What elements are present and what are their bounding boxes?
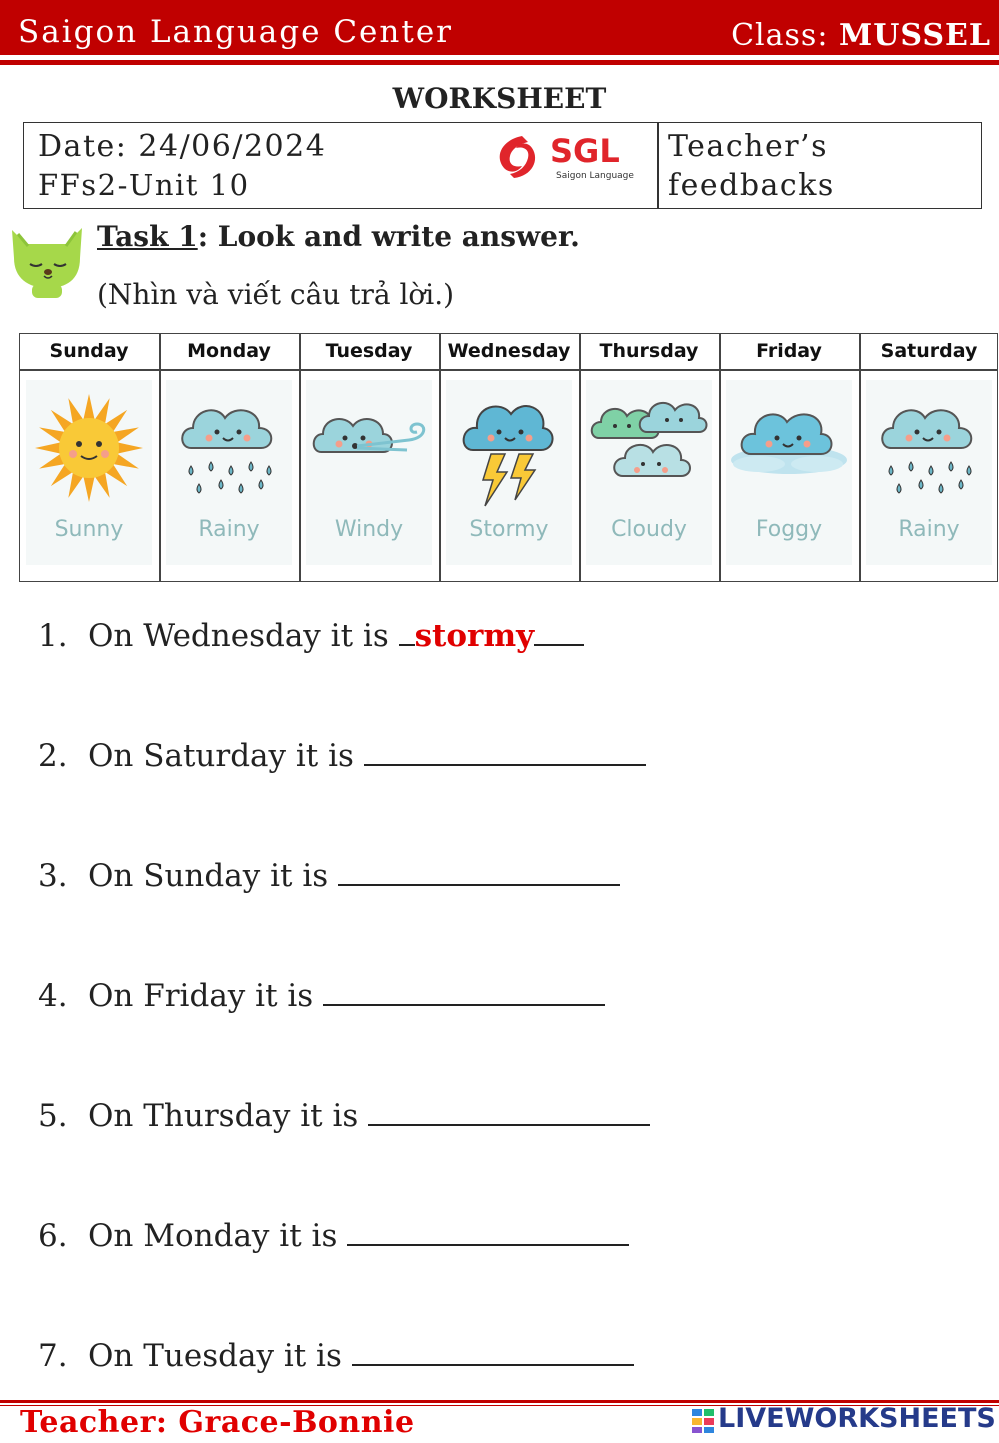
storm-cloud-icon [449, 388, 569, 508]
question-item [38, 858, 620, 894]
day-name-saturday: Saturday [880, 340, 978, 362]
question-text: On Wednesday it is [88, 618, 399, 654]
class-info [731, 18, 991, 53]
answer-blank[interactable] [347, 1218, 629, 1246]
weather-label-rainy: Rainy [898, 517, 960, 542]
day-name-tuesday: Tuesday [325, 340, 413, 362]
answer-blank-prefix [399, 618, 415, 646]
answer-blank[interactable] [368, 1098, 650, 1126]
question-item [38, 738, 646, 774]
weather-table-header-line [19, 369, 998, 371]
date-text: Date: 24/06/2024 [38, 129, 327, 164]
question-number: 1. [38, 618, 68, 654]
question-item [38, 1218, 629, 1254]
sun-icon [29, 388, 149, 508]
weather-table-divider [859, 333, 861, 582]
logo-subtext: Saigon Language [556, 171, 634, 181]
question-number: 2. [38, 738, 68, 774]
question-number: 4. [38, 978, 68, 1014]
wind-cloud-icon [309, 388, 429, 508]
weather-table-divider [579, 333, 581, 582]
liveworksheets-brand: LIVEWORKSHEETS [718, 1403, 996, 1434]
task-instruction: : Look and write answer. [197, 220, 580, 253]
teacher-name: Teacher: Grace-Bonnie [20, 1405, 415, 1440]
question-text: On Tuesday it is [88, 1338, 352, 1374]
question-item [38, 1098, 650, 1134]
question-number: 5. [38, 1098, 68, 1134]
rain-cloud-icon [869, 388, 989, 508]
weather-table-divider [439, 333, 441, 582]
unit-text: FFs2-Unit 10 [38, 168, 250, 202]
worksheet-title: WORKSHEET [392, 82, 607, 115]
day-name-thursday: Thursday [599, 340, 699, 362]
sgl-logo [492, 128, 647, 184]
weather-label-rainy: Rainy [198, 517, 260, 542]
info-table-divider [657, 122, 659, 209]
weather-label-windy: Windy [334, 517, 404, 542]
weather-table-divider [299, 333, 301, 582]
question-text: On Saturday it is [88, 738, 364, 774]
question-text: On Sunday it is [88, 858, 338, 894]
task-subtitle: (Nhìn và viết câu trả lời.) [97, 278, 455, 311]
answer-blank-suffix [534, 618, 584, 646]
class-name: MUSSEL [838, 18, 991, 53]
liveworksheets-logo-icon [691, 1408, 715, 1434]
question-number: 6. [38, 1218, 68, 1254]
question-text: On Thursday it is [88, 1098, 369, 1134]
fog-cloud-icon [729, 388, 849, 508]
question-item [38, 1338, 634, 1374]
header-divider [0, 60, 999, 65]
question-item [38, 978, 605, 1014]
weather-label-cloudy: Cloudy [611, 517, 687, 542]
feedback-label-line1: Teacher’s [668, 129, 828, 164]
task-title [97, 220, 580, 253]
weather-label-sunny: Sunny [54, 517, 124, 542]
day-name-friday: Friday [756, 340, 822, 362]
school-name: Saigon Language Center [18, 14, 453, 50]
task-number: Task 1 [97, 220, 198, 253]
logo-text: SGL [550, 132, 620, 170]
question-text: On Friday it is [88, 978, 324, 1014]
question-number: 3. [38, 858, 68, 894]
feedback-label-line2: feedbacks [668, 168, 835, 203]
question-number: 7. [38, 1338, 68, 1374]
answer-text[interactable]: stormy [414, 618, 535, 654]
day-name-wednesday: Wednesday [447, 340, 571, 362]
day-name-monday: Monday [187, 340, 271, 362]
answer-blank[interactable] [338, 858, 620, 886]
answer-blank[interactable] [364, 738, 646, 766]
cat-mascot-icon [4, 222, 90, 300]
rain-cloud-icon [169, 388, 289, 508]
weather-label-stormy: Stormy [469, 517, 549, 542]
weather-label-foggy: Foggy [755, 517, 823, 542]
answer-blank[interactable] [323, 978, 605, 1006]
question-item [38, 618, 584, 654]
answer-blank[interactable] [352, 1338, 634, 1366]
weather-table-divider [159, 333, 161, 582]
class-label: Class: [731, 18, 829, 53]
question-text: On Monday it is [88, 1218, 348, 1254]
day-name-sunday: Sunday [49, 340, 129, 362]
clouds-icon [589, 388, 709, 508]
weather-table-divider [719, 333, 721, 582]
